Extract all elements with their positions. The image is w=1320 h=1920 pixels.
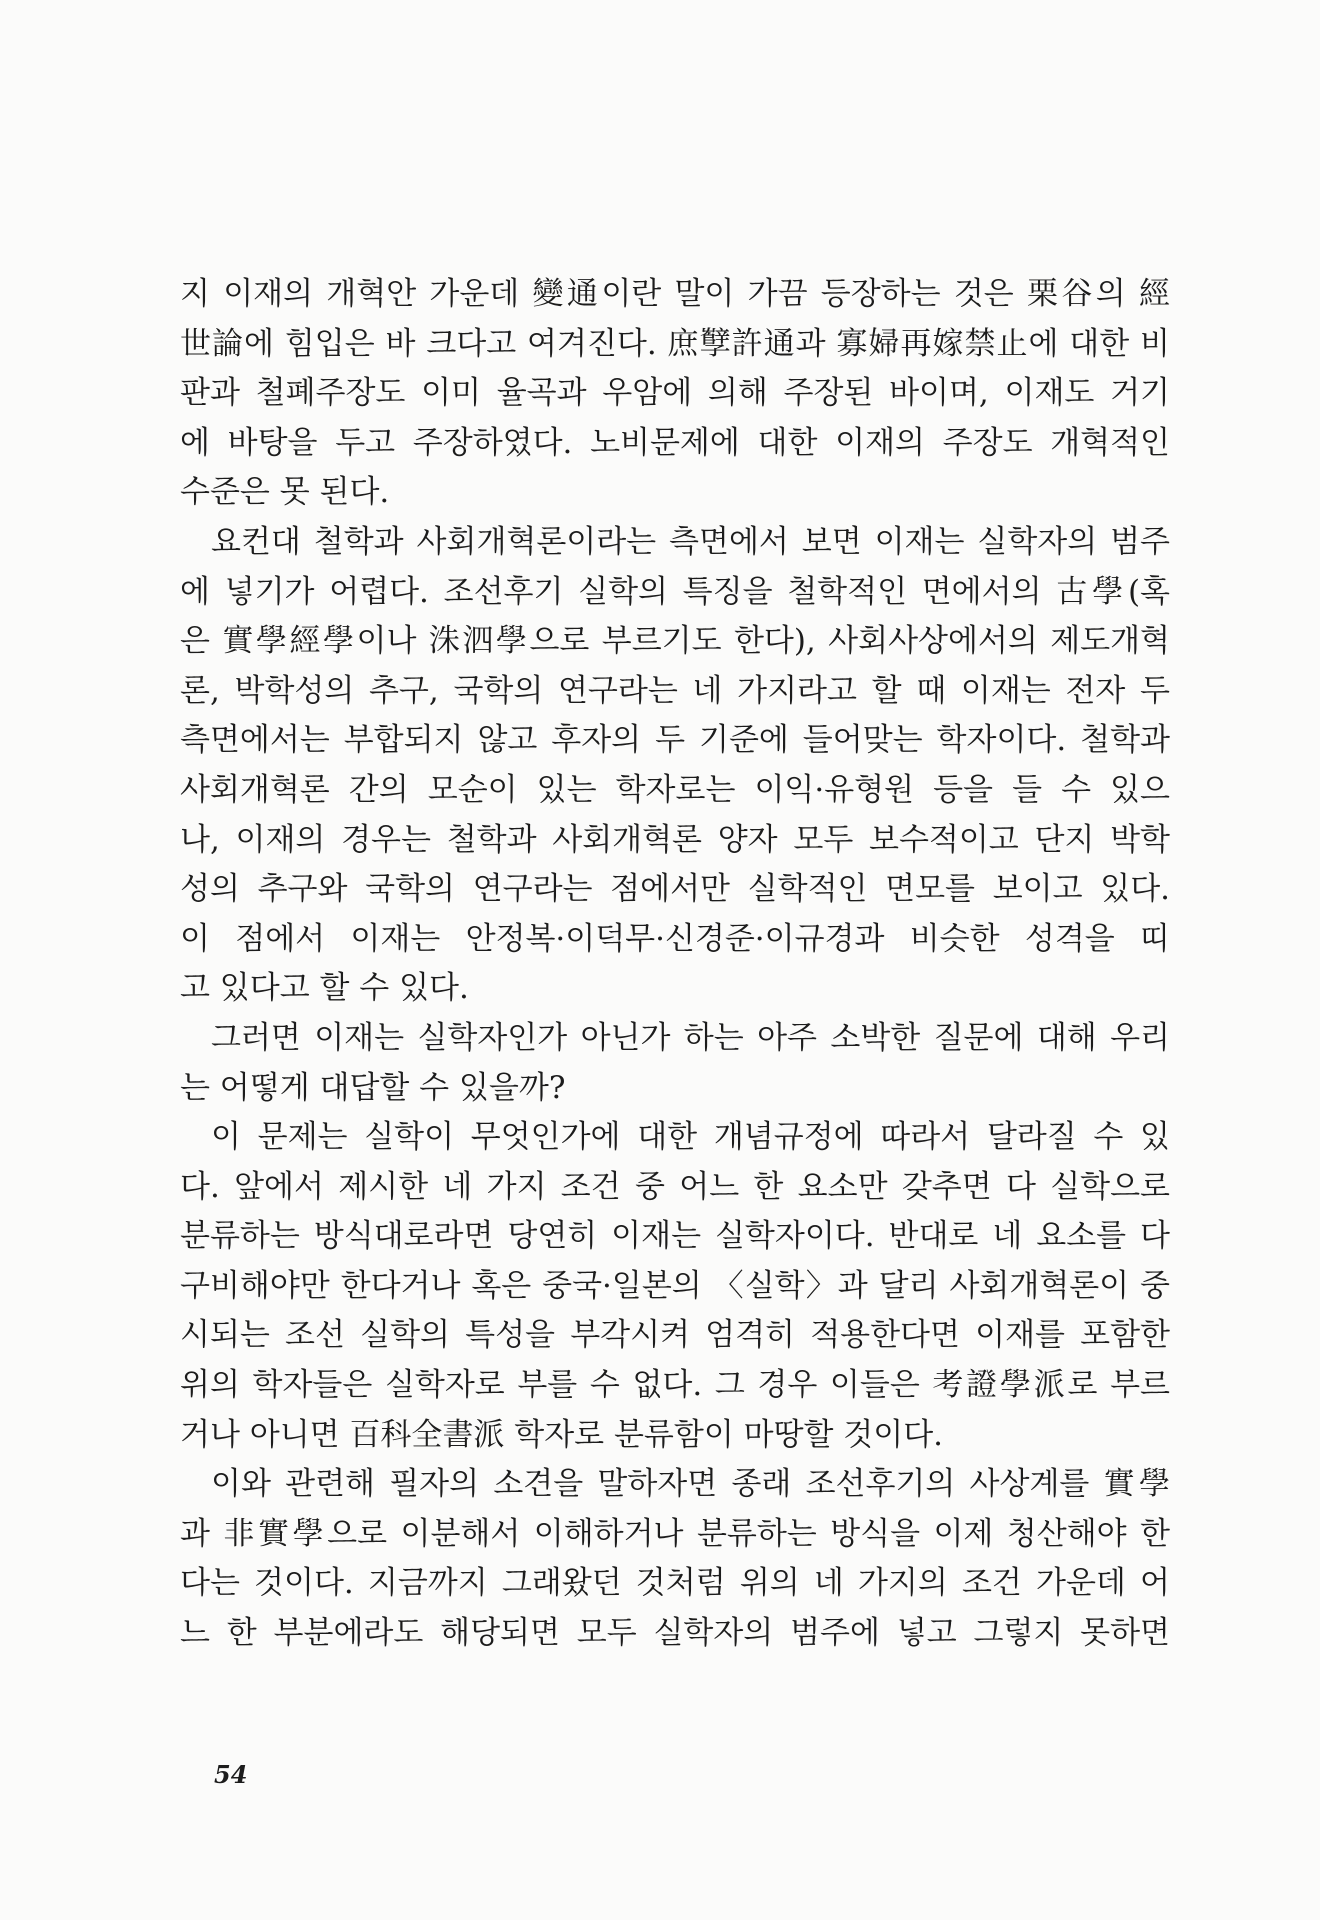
text-line: 측면에서는 부합되지 않고 후자의 두 기준에 들어맞는 학자이다. 철학과 xyxy=(180,722,1170,759)
text-line: 느 한 부분에라도 해당되면 모두 실학자의 범주에 넣고 그렇지 못하면 xyxy=(180,1615,1170,1652)
text-line: 이와 관련해 필자의 소견을 말하자면 종래 조선후기의 사상계를 實學 xyxy=(211,1466,1170,1503)
text-line: 위의 학자들은 실학자로 부를 수 없다. 그 경우 이들은 考證學派로 부르 xyxy=(180,1367,1170,1404)
text-line: 거나 아니면 百科全書派 학자로 분류함이 마땅할 것이다. xyxy=(180,1416,944,1453)
text-line: 이 문제는 실학이 무엇인가에 대한 개념규정에 따라서 달라질 수 있 xyxy=(211,1119,1170,1156)
text-line: 다는 것이다. 지금까지 그래왔던 것처럼 위의 네 가지의 조건 가운데 어 xyxy=(180,1565,1170,1602)
text-line: 사회개혁론 간의 모순이 있는 학자로는 이익·유형원 등을 들 수 있으 xyxy=(180,771,1170,808)
text-line: 는 어떻게 대답할 수 있을까? xyxy=(180,1069,566,1106)
text-line: 성의 추구와 국학의 연구라는 점에서만 실학적인 면모를 보이고 있다. xyxy=(180,871,1170,908)
text-line: 그러면 이재는 실학자인가 아닌가 하는 아주 소박한 질문에 대해 우리 xyxy=(211,1019,1170,1056)
text-line: 시되는 조선 실학의 특성을 부각시켜 엄격히 적용한다면 이재를 포함한 xyxy=(180,1317,1170,1354)
text-line: 에 바탕을 두고 주장하였다. 노비문제에 대한 이재의 주장도 개혁적인 xyxy=(180,424,1170,461)
text-line: 지 이재의 개혁안 가운데 變通이란 말이 가끔 등장하는 것은 栗谷의 經 xyxy=(180,276,1170,312)
text-line: 世論에 힘입은 바 크다고 여겨진다. 庶孼許通과 寡婦再嫁禁止에 대한 비 xyxy=(180,325,1170,362)
text-line: 에 넣기가 어렵다. 조선후기 실학의 특징을 철학적인 면에서의 古學(혹 xyxy=(180,573,1170,610)
text-line: 구비해야만 한다거나 혹은 중국·일본의 〈실학〉과 달리 사회개혁론이 중 xyxy=(180,1267,1170,1304)
page-number: 54 xyxy=(214,1760,248,1789)
body-text xyxy=(180,270,1170,1659)
text-line: 나, 이재의 경우는 철학과 사회개혁론 양자 모두 보수적이고 단지 박학 xyxy=(180,821,1170,858)
text-line: 과 非實學으로 이분해서 이해하거나 분류하는 방식을 이제 청산해야 한 xyxy=(180,1515,1170,1552)
text-line: 수준은 못 된다. xyxy=(180,474,390,511)
text-line: 판과 철폐주장도 이미 율곡과 우암에 의해 주장된 바이며, 이재도 거기 xyxy=(180,375,1170,412)
text-line: 론, 박학성의 추구, 국학의 연구라는 네 가지라고 할 때 이재는 전자 두 xyxy=(180,672,1170,709)
text-line: 다. 앞에서 제시한 네 가지 조건 중 어느 한 요소만 갖추면 다 실학으로 xyxy=(180,1168,1170,1205)
text-line: 은 實學經學이나 洙泗學으로 부르기도 한다), 사회사상에서의 제도개혁 xyxy=(180,623,1170,660)
text-line: 고 있다고 할 수 있다. xyxy=(180,970,469,1007)
text-line: 이 점에서 이재는 안정복·이덕무·신경준·이규경과 비슷한 성격을 띠 xyxy=(180,920,1170,957)
text-line: 분류하는 방식대로라면 당연히 이재는 실학자이다. 반대로 네 요소를 다 xyxy=(180,1218,1170,1255)
text-line: 요컨대 철학과 사회개혁론이라는 측면에서 보면 이재는 실학자의 범주 xyxy=(211,523,1170,560)
